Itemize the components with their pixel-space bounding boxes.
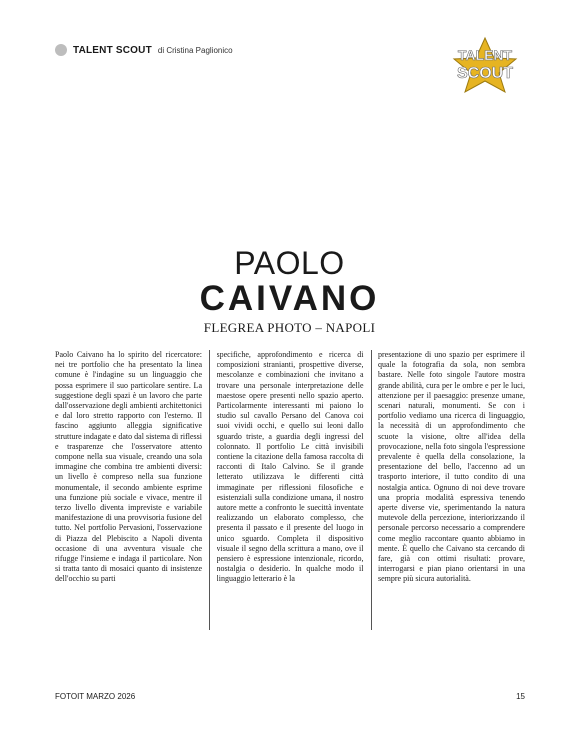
logo-line2: SCOUT — [457, 65, 513, 82]
article-body — [55, 350, 525, 630]
photographer-surname: CAIVANO — [199, 279, 380, 318]
text-column-3: presentazione di uno spazio per esprimere il quale la fotografia da sola, non sembra bastare. Nelle foto singole l'autore mostra grande abilità, cura per le ombre e per le luci, attenzione per il paesaggio: presenze umane, scenari naturali, monumenti. Se con i portfolio vediamo una ricerca di linguaggio, la necessità di un approfondimento che scuote la visione, oltre all'idea della provocazione, nella foto singola l'espressione prevalente è quella della consolazione, la presentazione del bello, l'accenno ad un trasporto interiore, il tutto condito di una nostalgia antica. Ognuno di noi deve trovare una propria modalità espressiva tenendo aperte diverse vie, sperimentando la natura mutevole della percezione, interiorizzando il personale percorso necessario a comprendere come meglio raccontare quanto abbiamo in mente. È quello che Caivano sta cercando di fare, già con ottimi risultati: provare, interrogarsi e pian piano orientarsi in una sempre più sicura autorialità. — [378, 350, 525, 584]
club-subtitle: FLEGREA PHOTO – NAPOLI — [203, 320, 376, 335]
column-divider — [371, 350, 372, 630]
text-column-2: specifiche, approfondimento e ricerca di composizioni stranianti, prospettive diverse, mescolanze e combinazioni che invitano a trovare una personale interpretazione delle maestose opere presenti nello spazio aperto. Particolarmente interessanti mi paiono lo studio sul cavallo Persano del Canova coi suoi vividi occhi, e quello sui leoni dallo sguardo triste, a guardia degli ingressi del colonnato. Il portfolio Le città invisibili contiene la citazione della famosa raccolta di racconti di Italo Calvino. Se il grande letterato utilizzava le differenti città immaginate per riflessioni filosofiche e esistenziali sulla condizione umana, il nostro autore mette a confronto le suecittà inventate realizzando un elaborato complesso, che presenta il passato e il presente del luogo in unico sguardo. Completa il dispositivo visuale il segno della scrittura a mano, ove il pensiero è espressione intenzionale, ricordo, nostalgia o desiderio. In qualche modo il linguaggio letterario è la — [216, 350, 364, 584]
magazine-issue: FOTOIT MARZO 2026 — [55, 692, 136, 701]
column-divider — [209, 350, 210, 630]
text-column-1: Paolo Caivano ha lo spirito del ricercatore: nei tre portfolio che ha presentato la linea comune è l'indagine su un linguaggio che possa esprimere il suo particolare sentire. La suggestione degli spazi è un lavoro che parte dall'osservazione degli ambienti architettonici e dal loro stretto rapporto con l'esterno. Il fascino aggiunto alleggia significative strutture indagate e dato dal sistema di riflessi e trasparenze che l'osservatore attento compone nella sua visuale, creando una sola immagine che combina tre ambienti diversi: un livello è compreso nella sua funzione monumentale, il secondo ambiente esprime una funzione più sociale e vivace, mentre il terzo livello diventa impreviste e variabile manifestazione di una provvisoria fusione del tutto. Nel portfolio Pervasioni, l'osservazione di Piazza del Plebiscito a Napoli diventa occasione di una avventura visuale che rifugge l'insieme e indaga il particolare. Non si tratta tanto di mosaici quanto di insistenze dell'occhio su parti — [55, 350, 202, 584]
page-footer — [55, 692, 525, 701]
page-number: 15 — [516, 692, 525, 701]
author-byline: di Cristina Paglionico — [157, 45, 233, 55]
logo-line1: TALENT — [457, 47, 513, 63]
gold-star-icon — [444, 36, 526, 94]
section-header — [55, 44, 233, 56]
section-name: TALENT SCOUT — [73, 44, 152, 56]
talent-scout-logo — [444, 36, 526, 94]
photographer-first-name: PAOLO — [234, 245, 345, 281]
gray-circle-icon — [55, 44, 67, 56]
